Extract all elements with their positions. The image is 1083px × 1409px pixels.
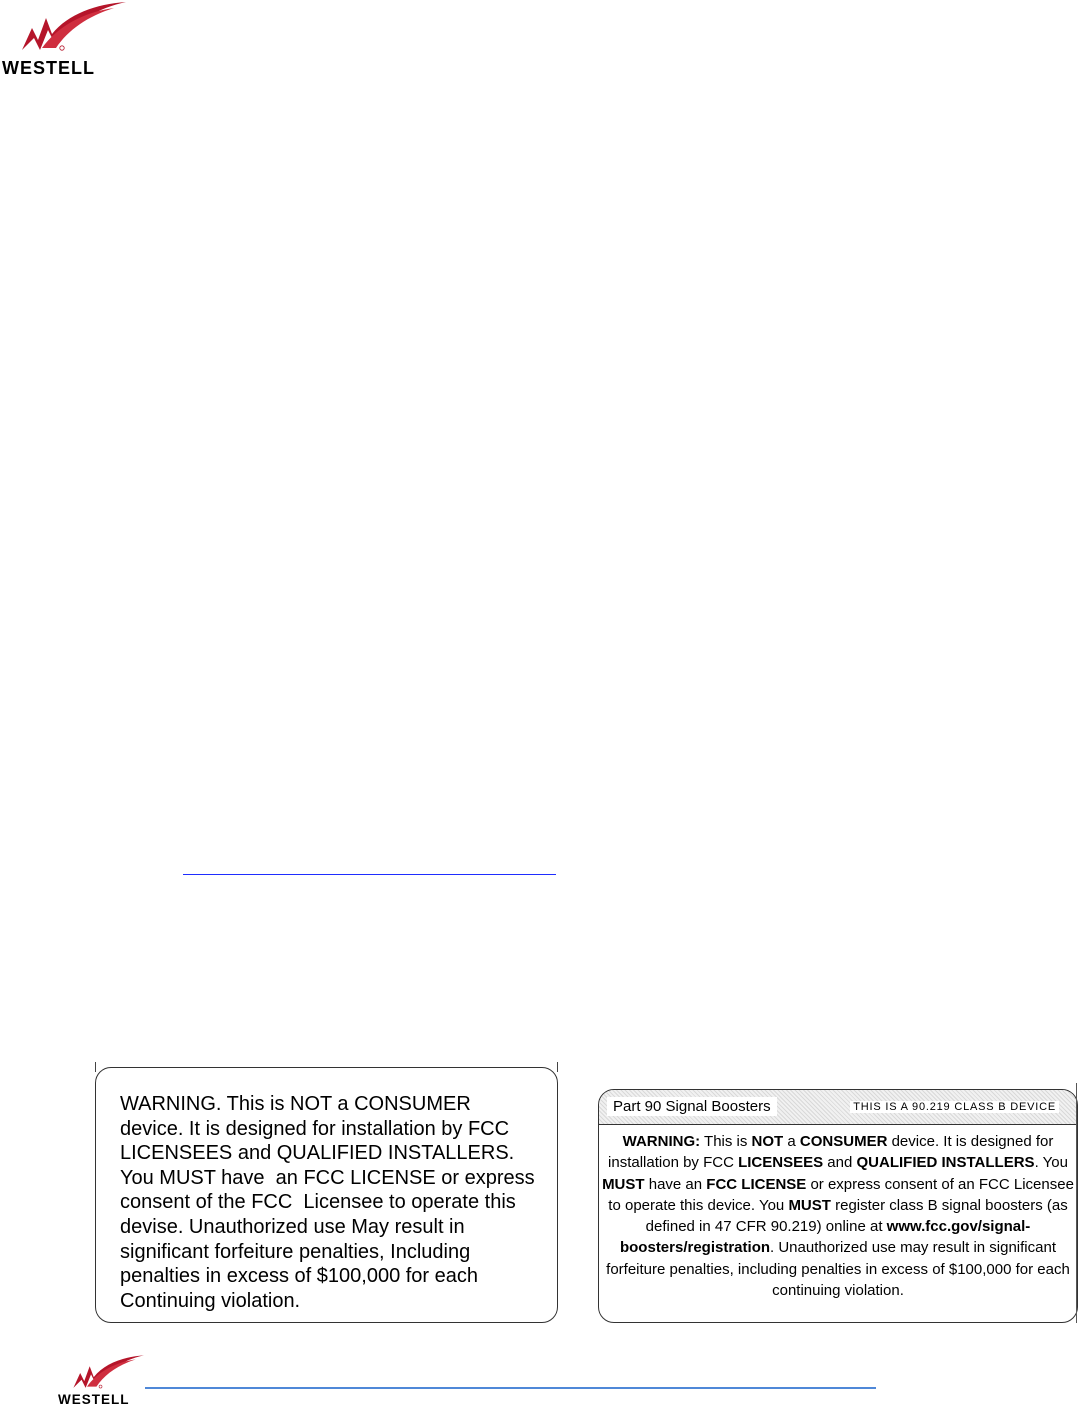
part90-warning-text: WARNING: This is NOT a CONSUMER device. It is designed for installation by FCC LICENSEES and QUALIFIED INSTALLERS. You MUST have an FCC LICENSE or express consent of an FCC Licensee to operate this device. You MUST register class B signal boosters (as defined in 47 CFR 90.219) online at www.fcc.gov/signal-boosters/registration. Unauthorized use may result in significant forfeiture penalties, including penalties in excess of $100,000 for each continuing violation. [602, 1133, 1074, 1300]
warning-line: You MUST have an FCC LICENSE or express [120, 1166, 535, 1189]
label-header-band [599, 1090, 1077, 1125]
warning-line: significant forfeiture penalties, Including [120, 1240, 471, 1263]
hyperlink-underline[interactable] [183, 874, 556, 875]
warning-line: devise. Unauthorized use May result in [120, 1215, 465, 1238]
warning-line: Continuing violation. [120, 1289, 301, 1312]
label-crop-mark [557, 1062, 558, 1072]
westell-swoosh-icon [67, 1354, 149, 1392]
footer-divider [145, 1387, 876, 1389]
westell-logo-header [0, 0, 130, 80]
warning-line: consent of the FCC Licensee to operate this [120, 1191, 516, 1214]
warning-line: WARNING. This is NOT a CONSUMER [120, 1093, 471, 1115]
label-title: Part 90 Signal Boosters [607, 1097, 777, 1116]
logo-wordmark: WESTELL [58, 1392, 130, 1407]
warning-line: penalties in excess of $100,000 for each [120, 1265, 479, 1288]
part90-signal-booster-label [598, 1089, 1078, 1323]
page-edge-mark [1076, 1083, 1077, 1323]
westell-swoosh-icon [18, 0, 128, 56]
warning-line: LICENSEES and QUALIFIED INSTALLERS. [120, 1142, 515, 1165]
class-b-notice: THIS IS A 90.219 CLASS B DEVICE [850, 1101, 1059, 1113]
logo-wordmark: WESTELL [2, 58, 95, 78]
fcc-warning-label [95, 1067, 558, 1323]
fcc-warning-text [120, 1092, 552, 1313]
label-crop-mark [95, 1062, 96, 1072]
warning-line: device. It is designed for installation by FCC [120, 1117, 510, 1140]
westell-logo-footer [55, 1354, 155, 1409]
